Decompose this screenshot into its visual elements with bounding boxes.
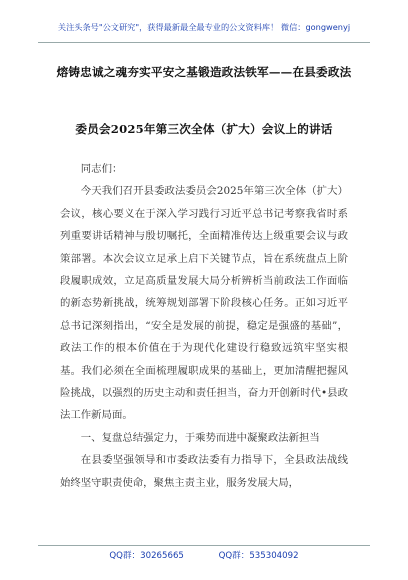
page-header	[38, 20, 370, 43]
page-footer	[38, 545, 370, 566]
footer-qq-group-1: QQ群：30265665	[109, 551, 184, 561]
footer-qq-group-2: QQ群：535304092	[218, 551, 299, 561]
header-text: 关注头条号"公文研究"，获得最新最全最专业的公文资料库！ 微信：gongwenyj	[57, 22, 351, 32]
document-title-line2: 委员会2025年第三次全体（扩大）会议上的讲话	[75, 122, 333, 136]
paragraph-section-1: 在县委坚强领导和市委政法委有力指导下，全县政法战线始终坚守职责使命，聚焦主责主业，服务发展大局，	[60, 454, 348, 489]
paragraph-intro: 今天我们召开县委政法委员会2025年第三次全体（扩大）会议，核心要义在于深入学习践行习近平总书记考察我省时系列重要讲话精神与殷切嘱托，全面精准传达上级重要会议与政策部署。本次会议立足承上启下关键节点，旨在系统盘点上阶段履职成效，立足高质量发展大局分析辨析当前政法工作面临的新态势新挑战，统筹规划部署下阶段核心任务。正如习近平总书记深刻指出，“安全是发展的前提，稳定是强盛的基础”，政法工作的根本价值在于为现代化建设行稳致远筑牢坚实根基。我们必须在全面梳理履职成果的基础上，更加清醒把握风险挑战，以强烈的历史主动和责任担当，奋力开创新时代•县政法工作新局面。	[60, 185, 348, 422]
document-body	[60, 158, 348, 494]
section-heading-1: 一、复盘总结强定力，于乘势而进中凝聚政法新担当	[80, 431, 320, 444]
document-title-line1: 熔铸忠诚之魂夯实平安之基锻造政法铁军——在县委政法	[56, 65, 352, 79]
greeting: 同志们：	[80, 163, 123, 175]
